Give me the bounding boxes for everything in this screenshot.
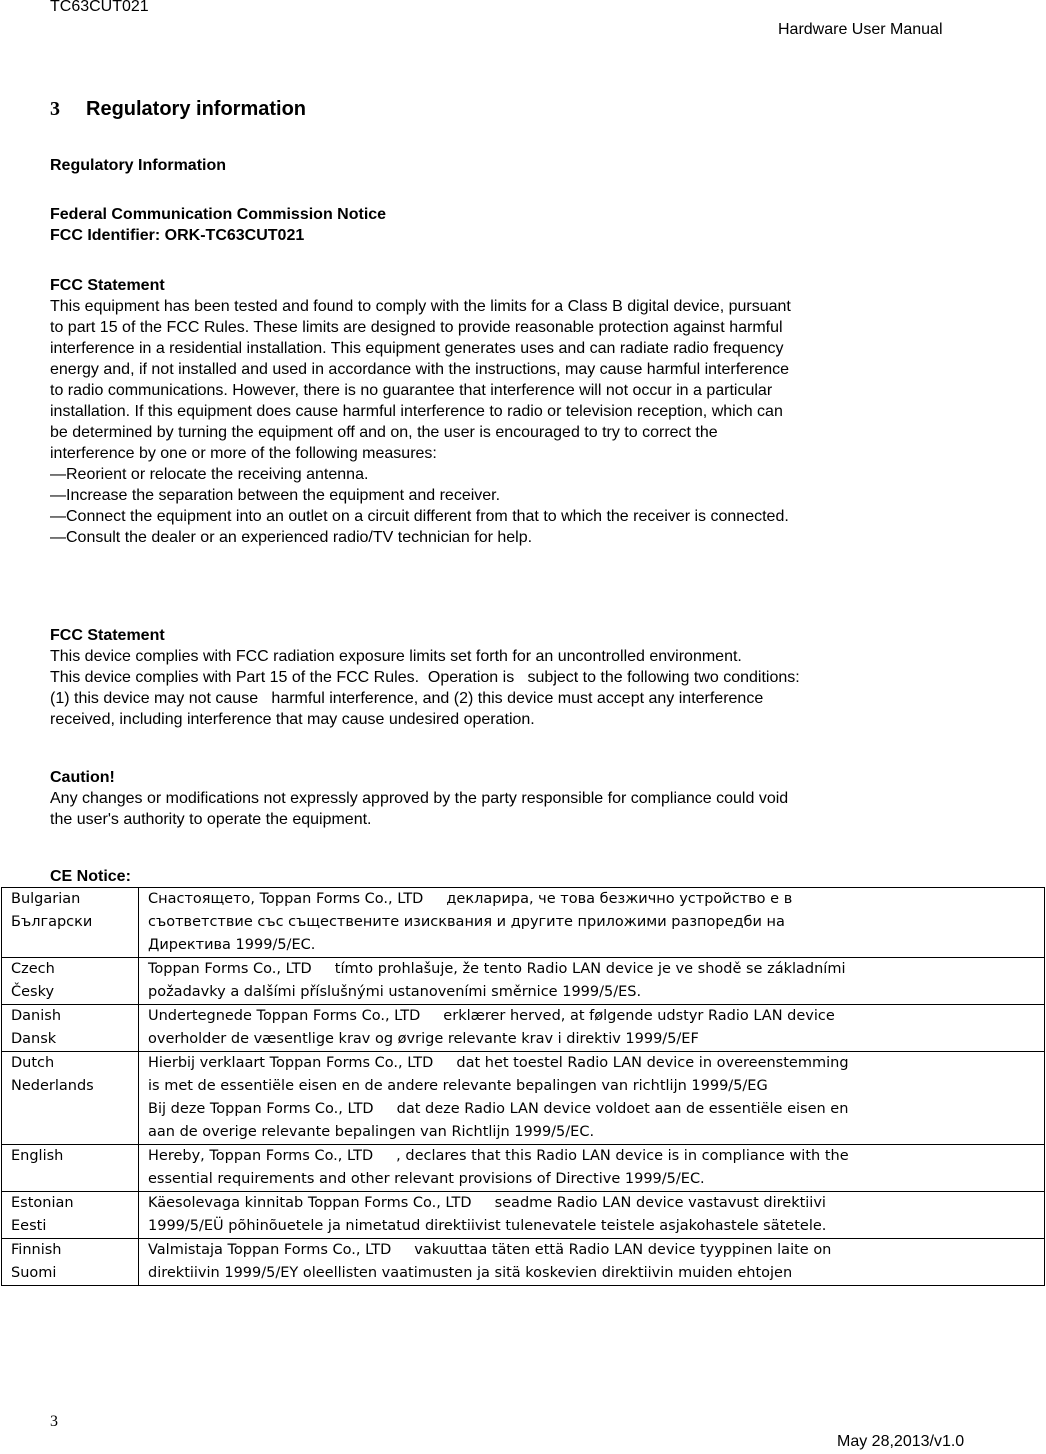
ce-language-name: English (11, 1148, 64, 1164)
ce-declaration-cell (139, 958, 1045, 1005)
caution-heading: Caution! (50, 769, 115, 786)
ce-language-cell (2, 1239, 139, 1286)
fcc-statement-2-line: (1) this device may not cause harmful interference, and (2) this device must accept any interference (50, 690, 764, 707)
ce-language-cell (2, 1005, 139, 1052)
ce-declaration-line: Toppan Forms Co., LTD tímto prohlašuje, že tento Radio LAN device je ve shodě se základními (148, 961, 846, 977)
ce-language-name: Czech (11, 961, 55, 977)
ce-notice-row (2, 1145, 1045, 1192)
ce-language-name: Nederlands (11, 1078, 94, 1094)
ce-notice-row (2, 1192, 1045, 1239)
fcc-identifier: FCC Identifier: ORK-TC63CUT021 (50, 227, 305, 244)
section-heading (50, 98, 306, 121)
ce-declaration-line: Undertegnede Toppan Forms Co., LTD erklærer herved, at følgende udstyr Radio LAN device (148, 1008, 835, 1024)
ce-language-name: Български (11, 914, 93, 930)
fcc-statement-1-line: energy and, if not installed and used in accordance with the instructions, may cause harmful interference (50, 361, 790, 378)
ce-declaration-line: Снастоящето, Toppan Forms Co., LTD декларира, че това безжично устройство е в (148, 891, 793, 907)
ce-language-name: Estonian (11, 1195, 74, 1211)
fcc-statement-1-line: This equipment has been tested and found to comply with the limits for a Class B digital device, pursuant (50, 298, 791, 315)
ce-declaration-line: aan de overige relevante bepalingen van Richtlijn 1999/5/EC. (148, 1124, 595, 1140)
fcc-statement-2-line: This device complies with Part 15 of the FCC Rules. Operation is subject to the following two conditions: (50, 669, 800, 686)
ce-language-name: Bulgarian (11, 891, 81, 907)
footer-page-number: 3 (50, 1413, 58, 1430)
ce-language-cell (2, 1192, 139, 1239)
ce-declaration-line: Hierbij verklaart Toppan Forms Co., LTD dat het toestel Radio LAN device in overeenstemming (148, 1055, 849, 1071)
ce-declaration-cell (139, 1192, 1045, 1239)
ce-declaration-line: is met de essentiële eisen en de andere relevante bepalingen van richtlijn 1999/5/EG (148, 1078, 768, 1094)
ce-declaration-line: 1999/5/EÜ põhinõuetele ja nimetatud direktiivist tulenevatele teistele asjakohastele sätetele. (148, 1218, 827, 1234)
ce-language-name: Dansk (11, 1031, 57, 1047)
fcc-statement-1-line: be determined by turning the equipment off and on, the user is encouraged to try to correct the (50, 424, 718, 441)
caution-line: the user's authority to operate the equipment. (50, 811, 372, 828)
ce-language-name: Suomi (11, 1265, 57, 1281)
ce-notice-row (2, 1005, 1045, 1052)
ce-declaration-cell (139, 1052, 1045, 1145)
ce-declaration-cell (139, 1239, 1045, 1286)
ce-declaration-cell (139, 1005, 1045, 1052)
ce-notice-heading: CE Notice: (50, 868, 131, 885)
fcc-statement-2-body (50, 646, 1010, 730)
fcc-statement-1-line: installation. If this equipment does cause harmful interference to radio or television reception, which can (50, 403, 783, 420)
ce-language-name: Finnish (11, 1242, 62, 1258)
fcc-statement-1-line: interference in a residential installation. This equipment generates uses and can radiate radio frequency (50, 340, 784, 357)
fcc-statement-1-body (50, 296, 1010, 548)
fcc-statement-1-line: —Increase the separation between the equipment and receiver. (50, 487, 501, 504)
ce-declaration-line: Bij deze Toppan Forms Co., LTD dat deze Radio LAN device voldoet aan de essentiële eisen en (148, 1101, 849, 1117)
regulatory-heading: Regulatory Information (50, 157, 227, 174)
header-manual-title: Hardware User Manual (778, 21, 943, 38)
fcc-statement-1-line: interference by one or more of the following measures: (50, 445, 437, 462)
fcc-statement-2-line: This device complies with FCC radiation exposure limits set forth for an uncontrolled environment. (50, 648, 742, 665)
ce-language-cell (2, 1145, 139, 1192)
fcc-notice (50, 204, 1010, 246)
ce-declaration-line: Valmistaja Toppan Forms Co., LTD vakuuttaa täten että Radio LAN device tyyppinen laite on (148, 1242, 832, 1258)
ce-language-name: Eesti (11, 1218, 47, 1234)
fcc-notice-title: Federal Communication Commission Notice (50, 206, 387, 223)
ce-language-name: Danish (11, 1008, 62, 1024)
footer-date-version: May 28,2013/v1.0 (837, 1433, 965, 1450)
fcc-statement-1-heading: FCC Statement (50, 277, 165, 294)
fcc-statement-2-line: received, including interference that may cause undesired operation. (50, 711, 535, 728)
ce-declaration-line: съответствие със съществените изисквания и другите приложими разпоредби на (148, 914, 785, 930)
section-number: 3 (50, 98, 60, 120)
fcc-statement-1-line: —Connect the equipment into an outlet on a circuit different from that to which the receiver is connected. (50, 508, 789, 525)
header-model: TC63CUT021 (50, 0, 149, 15)
ce-declaration-line: Käesolevaga kinnitab Toppan Forms Co., LTD seadme Radio LAN device vastavust direktiivi (148, 1195, 826, 1211)
fcc-statement-1-line: —Consult the dealer or an experienced radio/TV technician for help. (50, 529, 533, 546)
fcc-statement-2-heading: FCC Statement (50, 627, 165, 644)
fcc-statement-1-line: to radio communications. However, there is no guarantee that interference will not occur in a particular (50, 382, 773, 399)
ce-language-name: Česky (11, 984, 55, 1000)
ce-notice-row (2, 1052, 1045, 1145)
ce-declaration-cell (139, 1145, 1045, 1192)
ce-language-cell (2, 888, 139, 958)
ce-notice-row (2, 888, 1045, 958)
fcc-statement-1-line: —Reorient or relocate the receiving antenna. (50, 466, 369, 483)
ce-notice-table (1, 887, 1045, 1286)
caution (50, 767, 1010, 830)
ce-declaration-line: požadavky a dalšími příslušnými ustanoveními směrnice 1999/5/ES. (148, 984, 642, 1000)
ce-language-cell (2, 1052, 139, 1145)
ce-notice-row (2, 958, 1045, 1005)
ce-notice-row (2, 1239, 1045, 1286)
fcc-statement-1 (50, 275, 1010, 548)
fcc-statement-2 (50, 625, 1010, 730)
ce-declaration-line: direktiivin 1999/5/EY oleellisten vaatimusten ja sitä koskevien direktiivin muiden ehtojen (148, 1265, 793, 1281)
ce-declaration-line: essential requirements and other relevant provisions of Directive 1999/5/EC. (148, 1171, 705, 1187)
ce-declaration-line: Директива 1999/5/ЕС. (148, 937, 316, 953)
fcc-statement-1-line: to part 15 of the FCC Rules. These limits are designed to provide reasonable protection against harmful (50, 319, 783, 336)
ce-language-name: Dutch (11, 1055, 55, 1071)
caution-body (50, 788, 1010, 830)
caution-line: Any changes or modifications not expressly approved by the party responsible for compliance could void (50, 790, 789, 807)
section-title: Regulatory information (86, 98, 307, 120)
ce-language-cell (2, 958, 139, 1005)
ce-declaration-line: overholder de væsentlige krav og øvrige relevante krav i direktiv 1999/5/EF (148, 1031, 699, 1047)
ce-declaration-cell (139, 888, 1045, 958)
ce-declaration-line: Hereby, Toppan Forms Co., LTD , declares that this Radio LAN device is in compliance with the (148, 1148, 849, 1164)
